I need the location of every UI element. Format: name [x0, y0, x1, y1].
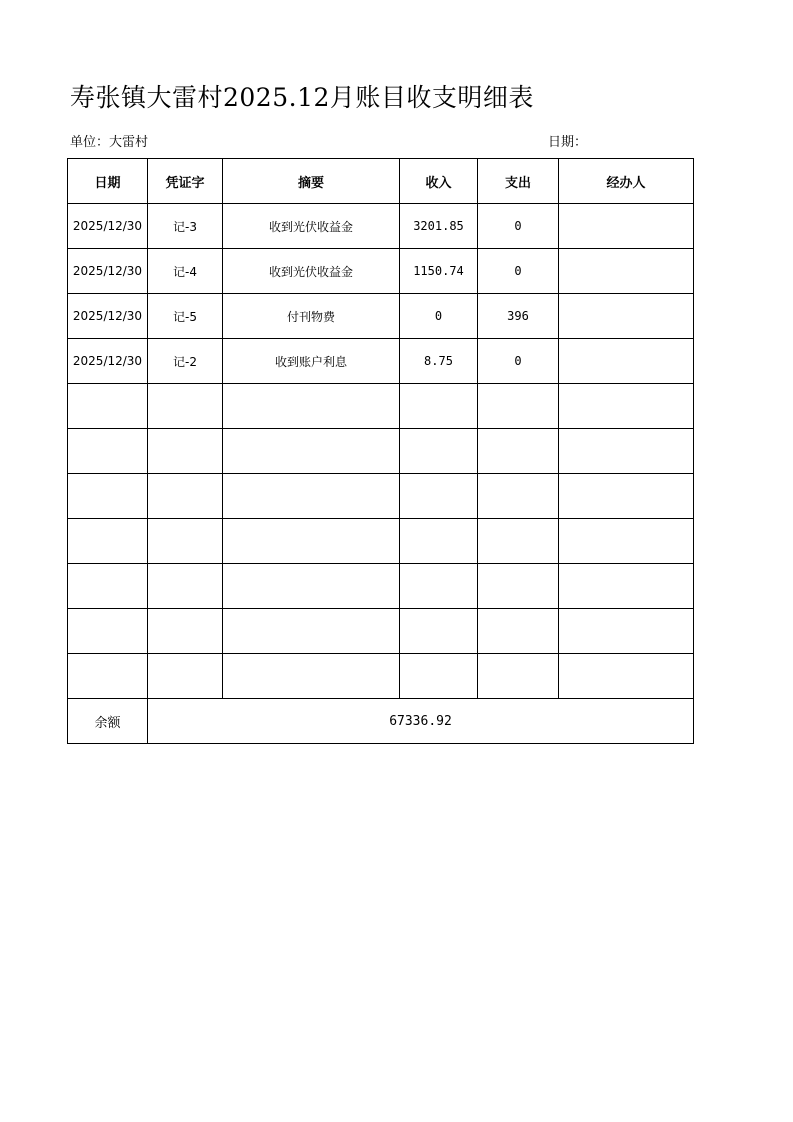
cell-handler: [559, 609, 694, 654]
table-row: [68, 519, 694, 564]
cell-handler: [559, 384, 694, 429]
table-row: [68, 429, 694, 474]
cell-expense: [478, 609, 559, 654]
cell-income: 1150.74: [400, 249, 478, 294]
column-header-income: 收入: [400, 159, 478, 204]
cell-handler: [559, 519, 694, 564]
cell-summary: [223, 384, 400, 429]
cell-date: [68, 654, 148, 699]
cell-handler: [559, 429, 694, 474]
cell-voucher: [148, 609, 223, 654]
table-header-row: [68, 159, 694, 204]
cell-summary: [223, 519, 400, 564]
cell-summary: 收到账户利息: [223, 339, 400, 384]
table-row: [68, 204, 694, 249]
cell-handler: [559, 474, 694, 519]
cell-income: [400, 384, 478, 429]
cell-expense: [478, 519, 559, 564]
cell-summary: [223, 609, 400, 654]
cell-date: 2025/12/30: [68, 204, 148, 249]
cell-income: 3201.85: [400, 204, 478, 249]
column-header-voucher: 凭证字: [148, 159, 223, 204]
table-row: [68, 654, 694, 699]
cell-summary: [223, 654, 400, 699]
column-header-expense: 支出: [478, 159, 559, 204]
cell-date: 2025/12/30: [68, 294, 148, 339]
cell-date: [68, 519, 148, 564]
cell-summary: 付刊物费: [223, 294, 400, 339]
cell-expense: [478, 384, 559, 429]
cell-expense: [478, 474, 559, 519]
cell-voucher: 记-2: [148, 339, 223, 384]
cell-handler: [559, 654, 694, 699]
cell-voucher: 记-3: [148, 204, 223, 249]
column-header-date: 日期: [68, 159, 148, 204]
table-row: [68, 249, 694, 294]
table-row: [68, 294, 694, 339]
cell-summary: [223, 564, 400, 609]
cell-date: [68, 609, 148, 654]
cell-income: [400, 654, 478, 699]
table-row: [68, 609, 694, 654]
cell-income: [400, 564, 478, 609]
cell-date: [68, 564, 148, 609]
cell-handler: [559, 294, 694, 339]
cell-income: 0: [400, 294, 478, 339]
cell-expense: 396: [478, 294, 559, 339]
cell-expense: 0: [478, 249, 559, 294]
cell-date: 2025/12/30: [68, 249, 148, 294]
cell-voucher: [148, 654, 223, 699]
cell-summary: [223, 429, 400, 474]
cell-voucher: 记-4: [148, 249, 223, 294]
unit-label: 单位：大雷村: [70, 135, 149, 150]
table-row: [68, 474, 694, 519]
cell-date: [68, 474, 148, 519]
cell-date: [68, 384, 148, 429]
cell-handler: [559, 249, 694, 294]
table-row: [68, 384, 694, 429]
cell-summary: 收到光伏收益金: [223, 249, 400, 294]
cell-summary: [223, 474, 400, 519]
cell-income: [400, 429, 478, 474]
cell-voucher: [148, 429, 223, 474]
cell-income: [400, 609, 478, 654]
date-label: 日期：: [548, 135, 588, 150]
document-title: 寿张镇大雷村2025.12月账目收支明细表: [70, 83, 534, 112]
cell-voucher: [148, 564, 223, 609]
cell-income: [400, 519, 478, 564]
cell-income: 8.75: [400, 339, 478, 384]
cell-handler: [559, 204, 694, 249]
balance-value: 67336.92: [148, 699, 694, 744]
cell-voucher: [148, 474, 223, 519]
cell-handler: [559, 564, 694, 609]
cell-income: [400, 474, 478, 519]
cell-summary: 收到光伏收益金: [223, 204, 400, 249]
column-header-handler: 经办人: [559, 159, 694, 204]
cell-date: 2025/12/30: [68, 339, 148, 384]
cell-voucher: 记-5: [148, 294, 223, 339]
cell-expense: 0: [478, 339, 559, 384]
column-header-summary: 摘要: [223, 159, 400, 204]
cell-expense: [478, 564, 559, 609]
balance-row: [68, 699, 694, 744]
cell-expense: [478, 429, 559, 474]
cell-voucher: [148, 519, 223, 564]
table-row: [68, 564, 694, 609]
balance-label: 余额: [68, 699, 148, 744]
cell-expense: 0: [478, 204, 559, 249]
table-row: [68, 339, 694, 384]
cell-handler: [559, 339, 694, 384]
ledger-table: [67, 158, 694, 744]
cell-date: [68, 429, 148, 474]
cell-voucher: [148, 384, 223, 429]
cell-expense: [478, 654, 559, 699]
